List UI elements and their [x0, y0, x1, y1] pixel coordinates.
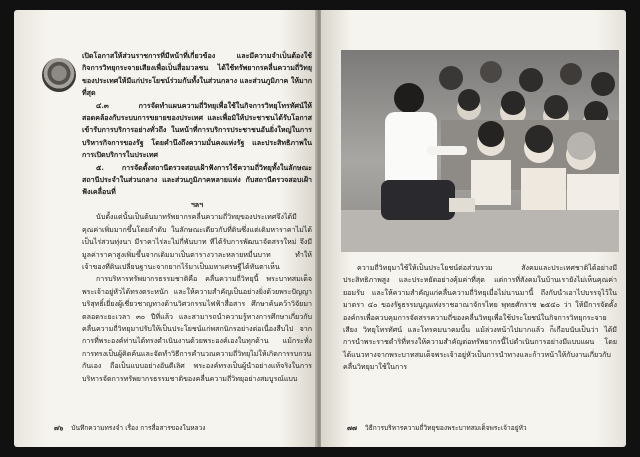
- paragraph: เปิดโอกาสให้ส่วนราชการที่มีหน้าที่เกี่ยวข้อง และมีความจำเป็นต้องใช้กิจการวิทยุกระจายเสียงเพื่อเป็นสื่อมวลชน ได้ใช้ทรัพยากรคลื่นความถี่วิทยุของประเทศให้มีแก่ประโยชน์ร่วมกันทั้งในส่วนกลาง และส่วนภูมิภาค ให้มากที่สุด: [82, 51, 312, 98]
- paragraph-separator: ฯลฯ: [190, 199, 204, 209]
- paragraph: นับตั้งแต่นั้นเป็นต้นมาทรัพยากรคลื่นความถี่วิทยุของประเทศจึงได้มีคุณค่าเพิ่มมากขึ้นโดยลำดับ ในลักษณะเดียวกับที่ดินซึ่งแต่เดิมหาราคาไม่ได้ เป็นไร่สวนทุ่งนา มีราคาไร่ละไม่กี่พันบาท ทีได้รับการพัฒนาจัดสรรใหม่ จึงมีมูลค่าราคาสูงเพิ่มขึ้นจากเดิมมาเป็นตารางวาละหลายหมื่นบาท ทำให้เจ้าของที่ดินเปลี่ยนฐานะจากยากไร้มาเป็นมหาเศรษฐีได้ทันตาเห็น: [82, 212, 312, 271]
- left-page-footer: [54, 422, 206, 433]
- photo-illustration: [341, 50, 619, 252]
- right-page-text: [343, 262, 617, 374]
- paragraph: ๔.๓ การจัดทำแผนความถี่วิทยุเพื่อใช้ในกิจการวิทยุโทรทัศน์ให้สอดคล้องกับระบบการขยายของประเทศ และเพื่อมิให้ประชาชนได้รับโอกาสเข้ารับการบริการอย่างทั่วถึง ในหน้าที่การบริการประชาชนอันยิ่งใหญ่ในการบริหารกิจการของรัฐ โดยคำนึงถึงความมั่นคงแห่งรัฐ และประสิทธิภาพในการเปิดบริการในประเทศ: [82, 100, 312, 160]
- page-number: ๗๖: [54, 424, 64, 432]
- paragraph: ความถี่วิทยุมาใช้ให้เป็นประโยชน์ต่อส่วนรวม สังคมและประเทศชาติได้อย่างมีประสิทธิภาพสูง และประหยัดอย่างคุ้มค่าที่สุด แต่การที่สังคมในบ้านเรายังไม่เห็นคุณค่า ยอมรับ และให้ความสำคัญแก่คลื่นความถี่วิทยุเมื่อไม่นานมานี้ ถึงกับนำเอาไปบรรจุไว้ในมาตรา ๔๐ ของรัฐธรรมนูญแห่งราชอาณาจักรไทย พุทธศักราช ๒๕๔๐ ว่า ให้มีการจัดตั้งองค์กรเพื่อควบคุมการจัดสรรความถี่ของคลื่นวิทยุเพื่อใช้ประโยชน์ในกิจการวิทยุกระจายเสียง วิทยุโทรทัศน์ และโทรคมนาคมนั้น แม้ล่วงหน้าไปมากแล้ว ก็เกือบนับเป็นว่า ได้มีการนำพระราชดำริที่ทรงให้ความสำคัญต่อทรัพยากรนี้ไปดำเนินการอย่างมีแบบแผน โดยได้แนวทางจากพระบาทสมเด็จพระเจ้าอยู่หัวเป็นการนำทางและก้าวหน้าให้กับงานเกี่ยวกับคลื่นวิทยุมาใช้ในการ: [343, 263, 617, 372]
- left-page: [14, 10, 317, 447]
- page-number: ๗๗: [347, 424, 357, 432]
- right-page: [321, 10, 626, 447]
- royal-emblem-icon: [42, 58, 76, 92]
- running-footer: บันทึกความทรงจำ เรื่อง การสื่อสารของในหลวง: [71, 424, 206, 432]
- paragraph: ๕. การจัดตั้งสถานีตรวจสอบเฝ้าฟังการใช้ความถี่วิทยุทั้งในลักษณะสถานีประจำในส่วนกลาง และส่วนภูมิภาคหลายแห่ง กับสถานีตรวจสอบเฝ้าฟังเคลื่อนที่: [82, 162, 312, 197]
- photograph: [341, 50, 619, 252]
- running-footer: วิธีการบริหารความถี่วิทยุของพระบาทสมเด็จพระเจ้าอยู่หัว: [365, 424, 527, 432]
- paragraph: การบริหารทรัพยากรธรรมชาติคือ คลื่นความถี่วิทยุนี้ พระบาทสมเด็จพระเจ้าอยู่หัวได้ทรงตระหนัก และให้ความสำคัญเป็นอย่างยิ่งด้วยพระปัญญาบริสุทธิ์เยี่ยงผู้เชี่ยวชาญทางด้านวิศวกรรมไฟฟ้าสื่อสาร ศึกษาค้นคว้าวิจัยมาตลอดระยะเวลา ๓๐ ปีที่แล้ว และสามารถนำความรู้ทางการศึกษาเกี่ยวกับคลื่นความถี่วิทยุมาปรับให้เป็นประโยชน์แก่พสกนิกรอย่างต่อเนื่องสืบไป จากการที่พระองค์ท่านได้ทรงดำเนินงานด้วยพระองค์เองในทุกด้าน แม้กระทั่งการทรงเป็นผู้คิดค้นและจัดทำวิธีการคำนวณความถี่วิทยุไม่ให้เกิดการรบกวนกันเอง ถือเป็นแบบอย่างอันดีเลิศ พระองค์ทรงเป็นผู้นำอย่างแท้จริงในการบริหารจัดการทรัพยากรธรรมชาติของคลื่นความถี่วิทยุอย่างสมบูรณ์แบบ: [82, 274, 312, 383]
- left-page-text: [82, 50, 312, 385]
- right-page-footer: [347, 422, 527, 433]
- open-book: [14, 10, 626, 447]
